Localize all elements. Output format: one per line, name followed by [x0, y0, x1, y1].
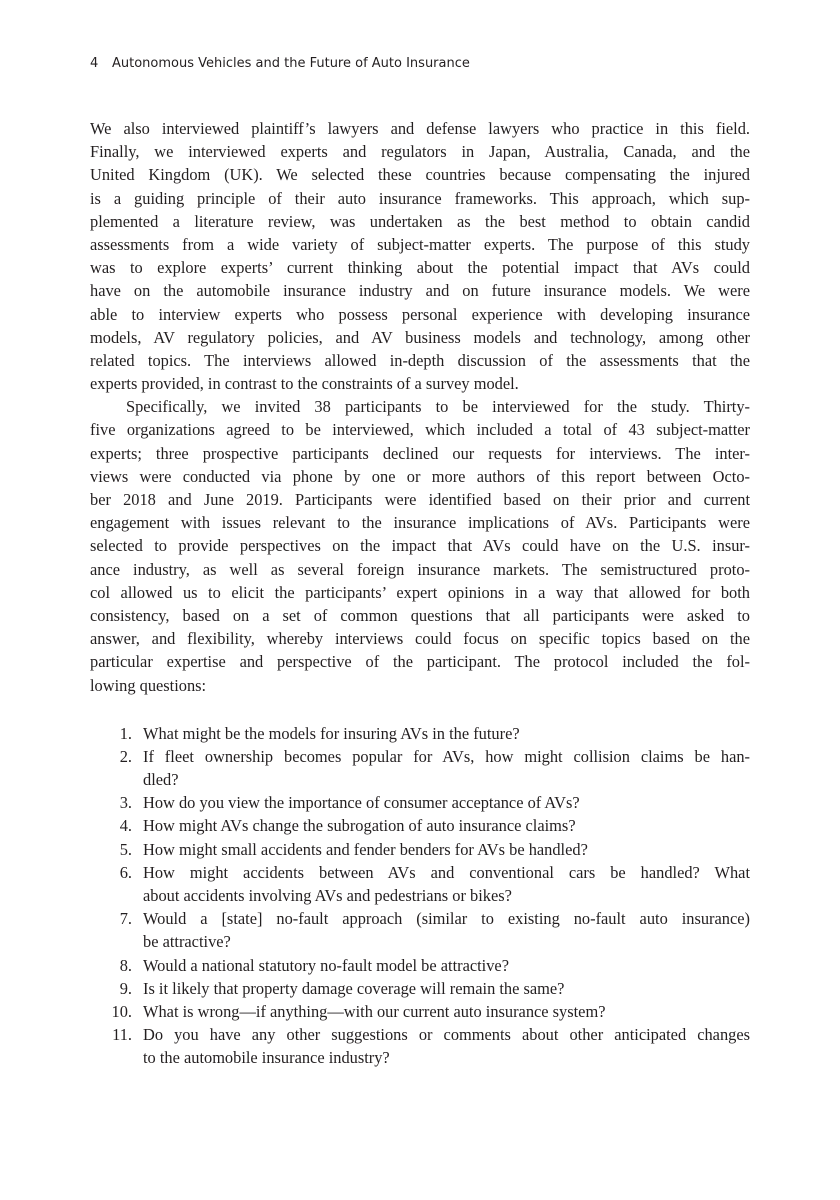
- item-text: [143, 722, 750, 745]
- item-number: 11.: [112, 1025, 132, 1045]
- text-line: five organizations agreed to be interviewed, which included a total of 43 subject-matter: [90, 420, 750, 440]
- text-line: related topics. The interviews allowed in-depth discussion of the assessments that the: [90, 350, 750, 370]
- list-item: [90, 1000, 750, 1023]
- item-text: [143, 954, 750, 977]
- text-line: We also interviewed plaintiff’s lawyers and defense lawyers who practice in this field.: [90, 119, 750, 138]
- item-number: 10.: [111, 1001, 132, 1021]
- text-line: have on the automobile insurance industry and on future insurance models. We were: [90, 281, 750, 301]
- text-line: col allowed us to elicit the participants’ expert opinions in a way that allowed for both: [90, 582, 750, 602]
- item-number: 6.: [119, 862, 132, 882]
- text-line: How might small accidents and fender benders for AVs be handled?: [143, 839, 588, 859]
- text-line: answer, and flexibility, whereby interviews could focus on specific topics based on the: [90, 629, 750, 649]
- text-line: about accidents involving AVs and pedestrians or bikes?: [143, 886, 512, 905]
- list-item: [90, 838, 750, 861]
- text-line: Do you have any other suggestions or comments about other anticipated changes: [143, 1025, 750, 1045]
- text-line: United Kingdom (UK). We selected these countries because compensating the injured: [90, 165, 750, 185]
- item-text: [143, 814, 750, 837]
- text-line: Specifically, we invited 38 participants to be interviewed for the study. Thirty-: [126, 397, 750, 417]
- text-line: models, AV regulatory policies, and AV business models and technology, among other: [90, 327, 750, 347]
- text-line: How do you view the importance of consumer acceptance of AVs?: [143, 793, 580, 813]
- paragraph: [90, 117, 750, 395]
- list-item: [90, 722, 750, 745]
- text-line: ber 2018 and June 2019. Participants were identified based on their prior and current: [90, 490, 750, 509]
- item-text: [143, 861, 750, 907]
- list-item: [90, 861, 750, 907]
- text-line: Would a [state] no-fault approach (similar to existing no-fault auto insurance): [143, 909, 750, 929]
- text-line: selected to provide perspectives on the impact that AVs could have on the U.S. insur-: [90, 536, 750, 556]
- text-line: plemented a literature review, was undertaken as the best method to obtain candid: [90, 211, 750, 231]
- page-number: 4: [90, 56, 99, 71]
- list-item: [90, 745, 750, 791]
- text-line: experts provided, in contrast to the constraints of a survey model.: [90, 374, 519, 394]
- text-line: What might be the models for insuring AVs in the future?: [143, 723, 520, 743]
- item-number: 8.: [119, 955, 132, 975]
- item-text: [143, 977, 750, 1000]
- item-number: 7.: [119, 909, 132, 929]
- text-line: able to interview experts who possess personal experience with developing insurance: [90, 304, 750, 324]
- text-line: views were conducted via phone by one or more authors of this report between Octo-: [90, 466, 750, 486]
- item-text: [143, 907, 750, 953]
- text-line: experts; three prospective participants declined our requests for interviews. The inter-: [90, 443, 750, 463]
- page-body: [90, 117, 750, 1070]
- item-text: [143, 791, 750, 814]
- text-line: Would a national statutory no-fault model be attractive?: [143, 955, 509, 975]
- item-number: 5.: [119, 839, 132, 859]
- item-number: 2.: [119, 746, 132, 766]
- text-line: be attractive?: [143, 932, 231, 952]
- text-line: lowing questions:: [90, 675, 207, 695]
- text-line: was to explore experts’ current thinking about the potential impact that AVs could: [90, 258, 750, 278]
- running-title: Autonomous Vehicles and the Future of Auto Insurance: [112, 56, 470, 71]
- list-item: [90, 907, 750, 953]
- list-item: [90, 977, 750, 1000]
- paragraph: [90, 395, 750, 696]
- text-line: is a guiding principle of their auto insurance frameworks. This approach, which sup-: [90, 188, 750, 208]
- list-item: [90, 814, 750, 837]
- item-number: 9.: [119, 978, 132, 998]
- question-list: [90, 722, 750, 1070]
- list-item: [90, 954, 750, 977]
- text-line: dled?: [143, 770, 179, 790]
- text-line: Is it likely that property damage coverage will remain the same?: [143, 978, 565, 998]
- text-line: assessments from a wide variety of subject-matter experts. The purpose of this study: [90, 234, 750, 254]
- item-number: 4.: [119, 816, 132, 836]
- text-line: How might accidents between AVs and conventional cars be handled? What: [143, 862, 750, 882]
- text-line: ance industry, as well as several foreign insurance markets. The semistructured proto-: [90, 559, 750, 579]
- running-header: [90, 56, 470, 71]
- list-item: [90, 1023, 750, 1069]
- item-number: 3.: [119, 793, 132, 813]
- item-text: [143, 1023, 750, 1069]
- item-text: [143, 745, 750, 791]
- text-line: What is wrong—if anything—with our current auto insurance system?: [143, 1001, 606, 1021]
- list-item: [90, 791, 750, 814]
- text-line: consistency, based on a set of common questions that all participants were asked to: [90, 605, 750, 625]
- item-text: [143, 1000, 750, 1023]
- text-line: If fleet ownership becomes popular for AVs, how might collision claims be han-: [143, 746, 750, 766]
- text-line: particular expertise and perspective of the participant. The protocol included the fol-: [90, 652, 750, 672]
- text-line: How might AVs change the subrogation of auto insurance claims?: [143, 816, 576, 836]
- text-line: to the automobile insurance industry?: [143, 1048, 390, 1068]
- text-line: Finally, we interviewed experts and regulators in Japan, Australia, Canada, and the: [90, 142, 750, 162]
- item-text: [143, 838, 750, 861]
- text-line: engagement with issues relevant to the insurance implications of AVs. Participants were: [90, 513, 750, 533]
- item-number: 1.: [119, 723, 132, 743]
